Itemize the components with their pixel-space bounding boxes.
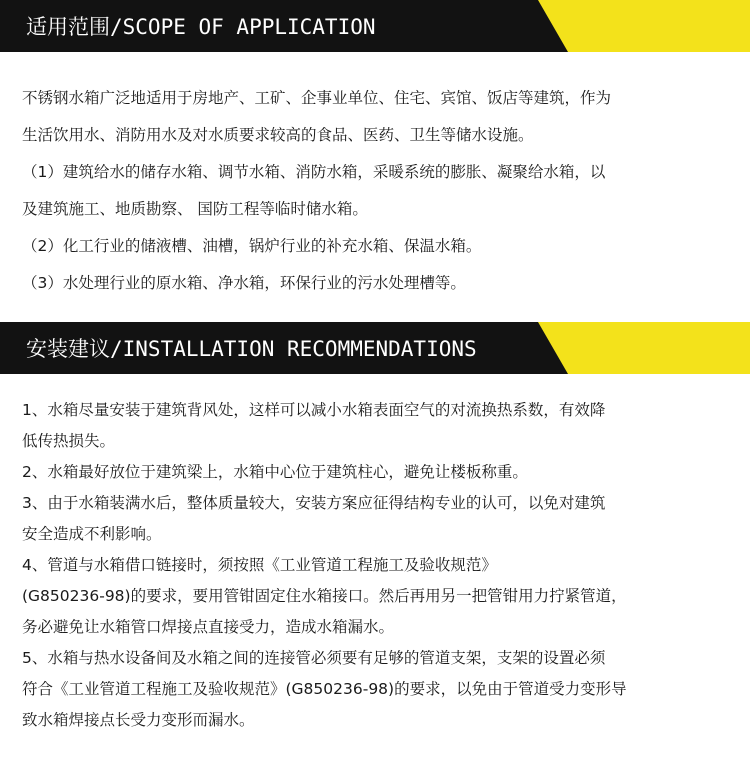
installation-paragraph-line: 安全造成不利影响。 — [22, 525, 162, 543]
installation-paragraph-line: 务必避免让水箱管口焊接点直接受力，造成水箱漏水。 — [22, 618, 395, 636]
scope-paragraph-line: （1）建筑给水的储存水箱、调节水箱、消防水箱，采暖系统的膨胀、凝聚给水箱，以 — [22, 163, 606, 181]
installation-paragraph-line: 低传热损失。 — [22, 432, 116, 450]
installation-paragraph-line: 1、水箱尽量安装于建筑背风处，这样可以减小水箱表面空气的对流换热系数，有效降 — [22, 401, 606, 419]
scope-paragraph-line: 生活饮用水、消防用水及对水质要求较高的食品、医药、卫生等储水设施。 — [22, 126, 534, 144]
installation-section-header — [0, 322, 750, 374]
installation-section-body — [22, 395, 734, 736]
scope-section-title: 适用范围/SCOPE OF APPLICATION — [26, 15, 376, 39]
scope-section-body — [22, 80, 734, 302]
scope-section-header — [0, 0, 750, 52]
installation-paragraph-line: 5、水箱与热水设备间及水箱之间的连接管必须要有足够的管道支架，支架的设置必须 — [22, 649, 606, 667]
scope-paragraph-line: 及建筑施工、地质勘察、 国防工程等临时储水箱。 — [22, 200, 368, 218]
scope-paragraph-line: （3）水处理行业的原水箱、净水箱，环保行业的污水处理槽等。 — [22, 274, 466, 292]
installation-paragraph-line: 2、水箱最好放位于建筑梁上，水箱中心位于建筑柱心，避免让楼板称重。 — [22, 463, 528, 481]
installation-paragraph-line: 符合《工业管道工程施工及验收规范》(G850236-98)的要求，以免由于管道受力变形导 — [22, 680, 627, 698]
scope-paragraph-line: 不锈钢水箱广泛地适用于房地产、工矿、企事业单位、住宅、宾馆、饭店等建筑，作为 — [22, 89, 612, 107]
scope-paragraph-line: （2）化工行业的储液槽、油槽，锅炉行业的补充水箱、保温水箱。 — [22, 237, 482, 255]
installation-paragraph-line: (G850236-98)的要求，要用管钳固定住水箱接口。然后再用另一把管钳用力拧紧管道， — [22, 587, 627, 605]
installation-paragraph-line: 4、管道与水箱借口链接时，须按照《工业管道工程施工及验收规范》 — [22, 556, 497, 574]
installation-paragraph-line: 3、由于水箱装满水后，整体质量较大，安装方案应征得结构专业的认可，以免对建筑 — [22, 494, 606, 512]
installation-paragraph-line: 致水箱焊接点长受力变形而漏水。 — [22, 711, 255, 729]
installation-section-title: 安装建议/INSTALLATION RECOMMENDATIONS — [26, 337, 477, 361]
